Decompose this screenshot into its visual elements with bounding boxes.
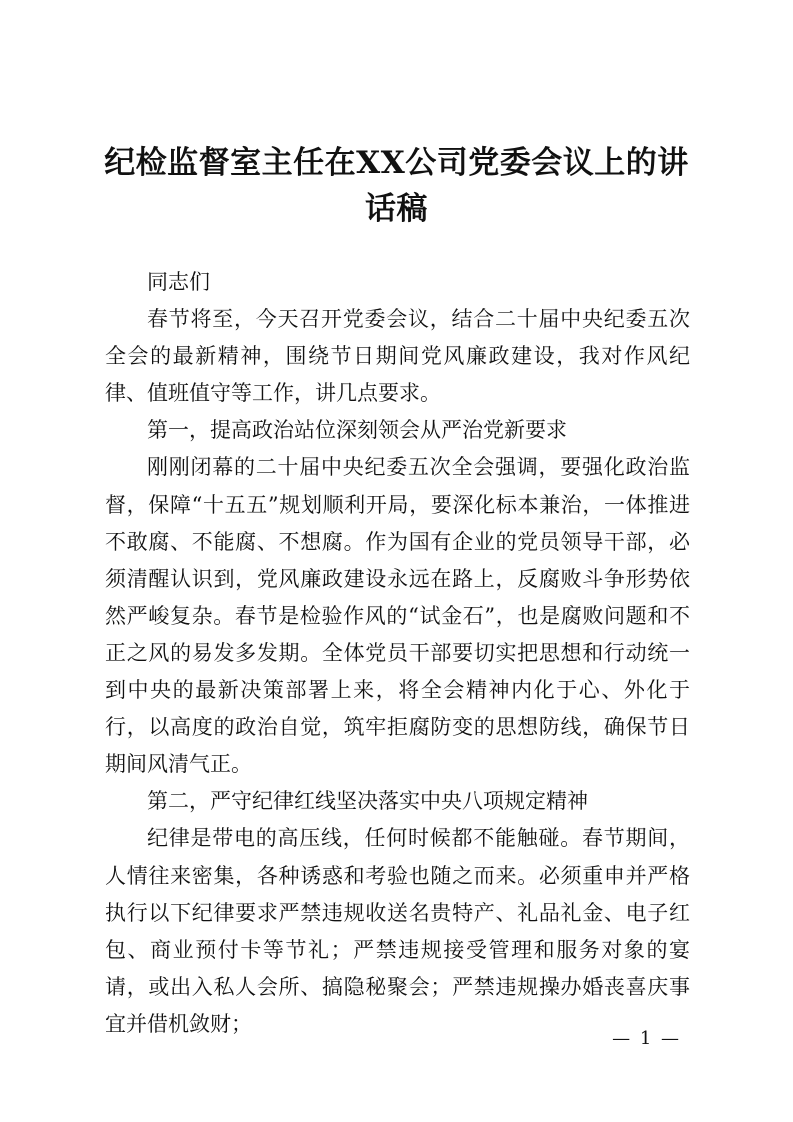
section-heading-1: 第一，提高政治站位深刻领会从严治党新要求 <box>147 418 567 443</box>
document-body <box>105 264 690 1043</box>
document-title: 纪检监督室主任在XX公司党委会议上的讲话稿 <box>104 145 689 227</box>
page-number: — 1 — <box>612 1028 681 1049</box>
intro-paragraph: 春节将至，今天召开党委会议，结合二十届中央纪委五次全会的最新精神，围绕节日期间党风廉政建设，我对作风纪律、值班值守等工作，讲几点要求。 <box>105 307 690 406</box>
section-2-paragraph: 纪律是带电的高压线，任何时候都不能触碰。春节期间，人情往来密集，各种诱惑和考验也随之而来。必须重申并严格执行以下纪律要求严禁违规收送名贵特产、礼品礼金、电子红包、商业预付卡等节礼；严禁违规接受管理和服务对象的宴请，或出入私人会所、搞隐秘聚会；严禁违规操办婚丧喜庆事宜并借机敛财； <box>105 826 690 1036</box>
salutation: 同志们 <box>147 270 210 294</box>
section-1-paragraph: 刚刚闭幕的二十届中央纪委五次全会强调，要强化政治监督，保障“十五五”规划顺利开局，要深化标本兼治，一体推进不敢腐、不能腐、不想腐。作为国有企业的党员领导干部，必须清醒认识到，党风廉政建设永远在路上，反腐败斗争形势依然严峻复杂。春节是检验作风的“试金石”，也是腐败问题和不正之风的易发多发期。全体党员干部要切实把思想和行动统一到中央的最新决策部署上来，将全会精神内化于心、外化于行，以高度的政治自觉，筑牢拒腐防变的思想防线，确保节日期间风清气正。 <box>105 455 690 777</box>
section-heading-2: 第二，严守纪律红线坚决落实中央八项规定精神 <box>147 789 588 814</box>
